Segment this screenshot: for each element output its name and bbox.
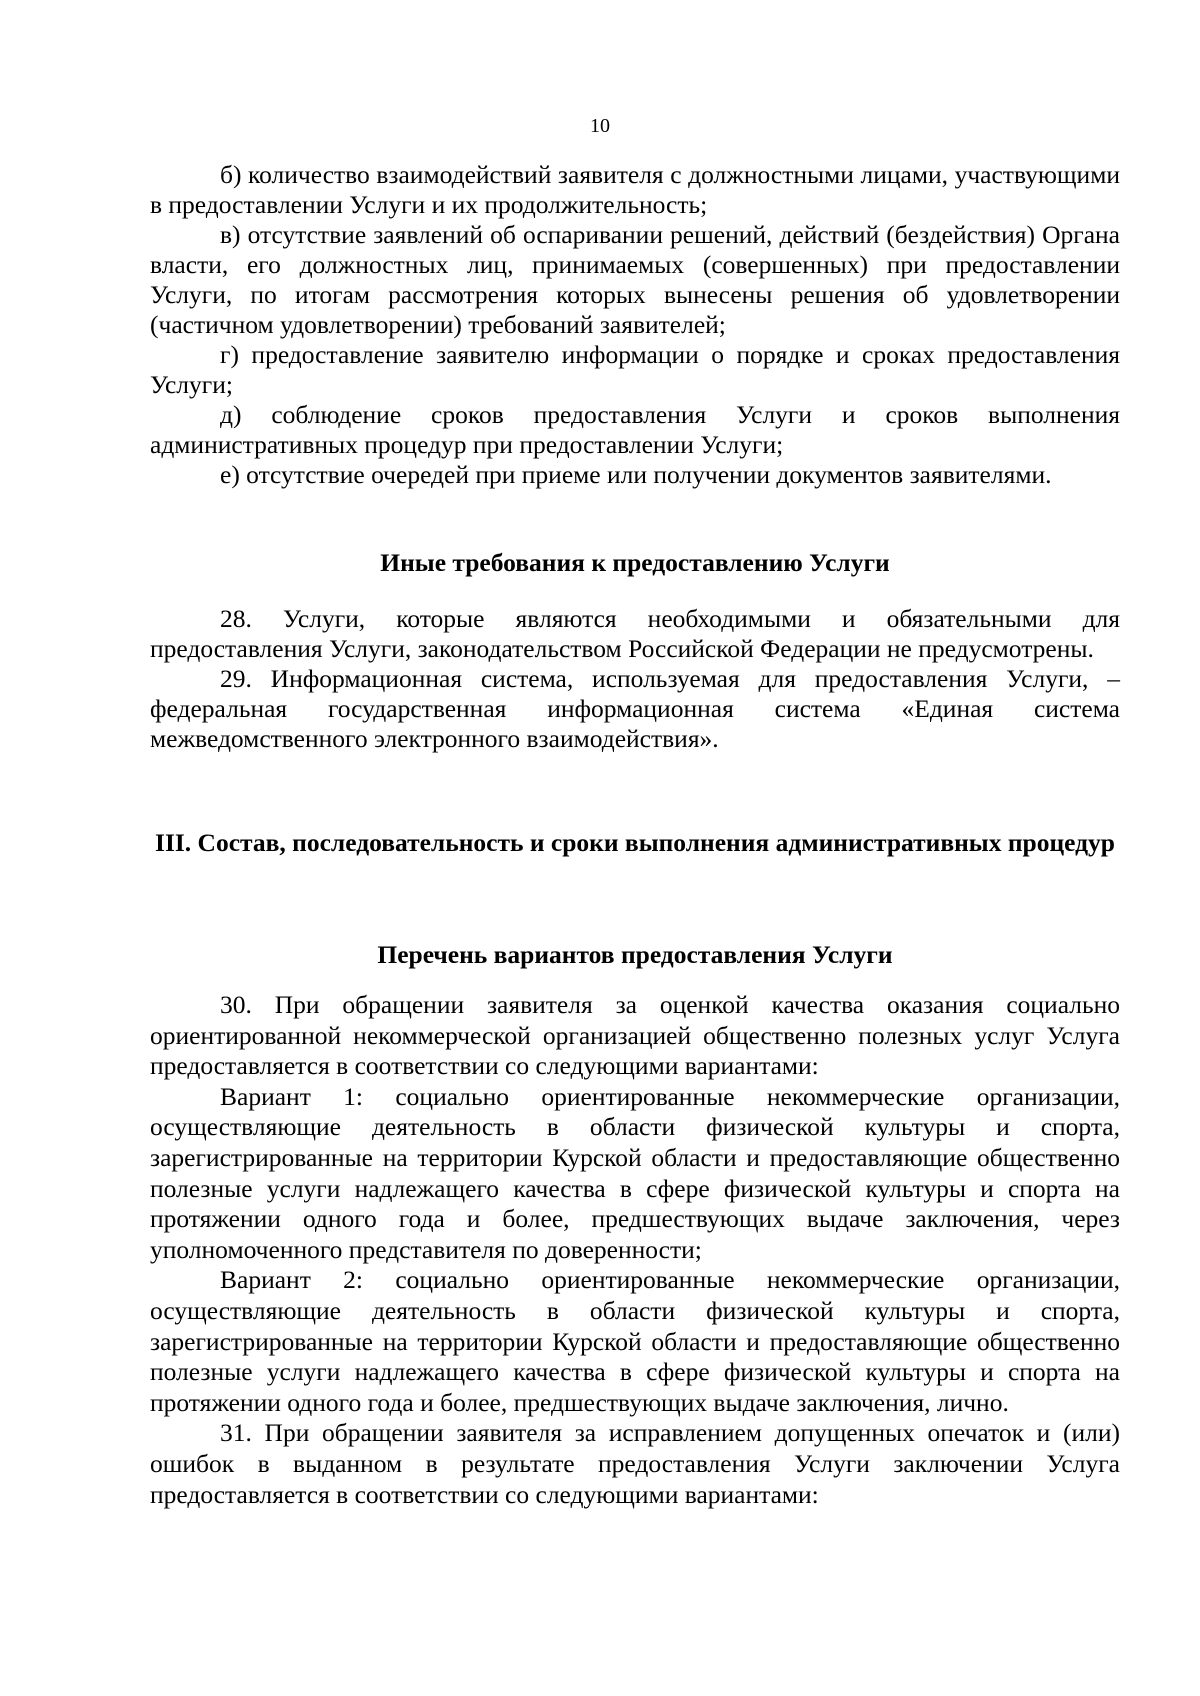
criterion-b: б) количество взаимодействий заявителя с должностными лицами, участвующими в предоставлении Услуги и их продолжительность; [150,160,1120,219]
item-28: 28. Услуги, которые являются необходимыми и обязательными для предоставления Услуги, законодательством Российской Федерации не предусмотрены. [150,604,1120,663]
section-heading-other-requirements: Иные требования к предоставлению Услуги [380,548,890,577]
item-29: 29. Информационная система, используемая для предоставления Услуги, – федеральная государственная информационная система «Единая система межведомственного электронного взаимодействия». [150,664,1120,753]
criterion-v: в) отсутствие заявлений об оспаривании решений, действий (бездействия) Органа власти, его должностных лиц, принимаемых (совершенных) при предоставлении Услуги, по итогам рассмотрения которых вынесены решения об удовлетворении (частичном удовлетворении) требований заявителей; [150,220,1120,339]
variant-2: Вариант 2: социально ориентированные некоммерческие организации, осуществляющие деятельность в области физической культуры и спорта, зарегистрированные на территории Курской области и предоставляющие общественно полезные услуги надлежащего качества в сфере физической культуры и спорта на протяжении одного года и более, предшествующих выдаче заключения, лично. [150,1265,1120,1417]
page-number: 10 [590,115,610,137]
criterion-d: д) соблюдение сроков предоставления Услуги и сроков выполнения административных процедур при предоставлении Услуги; [150,400,1120,459]
other-requirements-body [150,604,1120,754]
section-heading-variants: Перечень вариантов предоставления Услуги [377,940,893,969]
item-30: 30. При обращении заявителя за оценкой качества оказания социально ориентированной некоммерческой организацией общественно полезных услуг Услуга предоставляется в соответствии со следующими вариантами: [150,990,1120,1081]
variants-body [150,990,1120,1510]
variant-1: Вариант 1: социально ориентированные некоммерческие организации, осуществляющие деятельность в области физической культуры и спорта, зарегистрированные на территории Курской области и предоставляющие общественно полезные услуги надлежащего качества в сфере физической культуры и спорта на протяжении одного года и более, предшествующих выдаче заключения, через уполномоченного представителя по доверенности; [150,1081,1120,1264]
chapter-heading-iii: III. Состав, последовательность и сроки выполнения административных процедур [155,828,1115,857]
criterion-e: е) отсутствие очередей при приеме или получении документов заявителями. [220,460,1052,489]
item-31: 31. При обращении заявителя за исправлением допущенных опечаток и (или) ошибок в выданном в результате предоставления Услуги заключении Услуга предоставляется в соответствии со следующими вариантами: [150,1418,1120,1509]
criterion-g: г) предоставление заявителю информации о порядке и сроках предоставления Услуги; [150,340,1120,399]
criteria-list [150,160,1120,490]
